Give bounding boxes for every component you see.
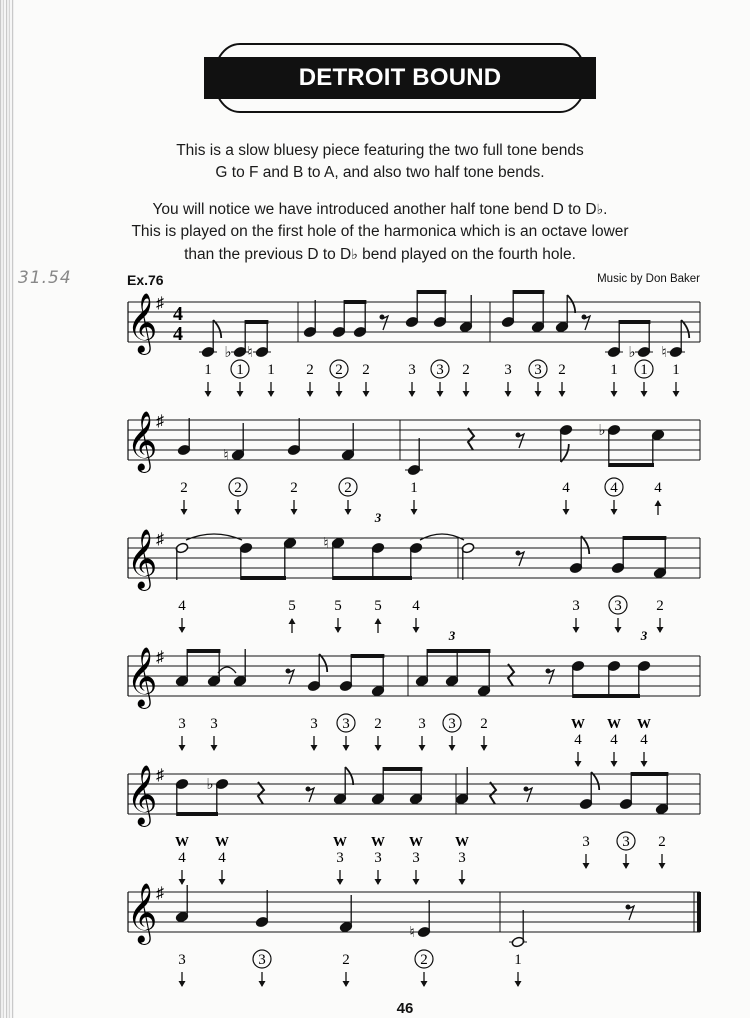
intro-text: than the previous D to D: [184, 246, 352, 263]
hole-number: 1: [610, 362, 618, 378]
hole-number: 1: [514, 952, 522, 968]
natural-accidental-icon: ♮: [323, 536, 329, 552]
draw-arrow-icon: [615, 627, 622, 633]
treble-clef-icon: 𝄞: [126, 413, 158, 470]
treble-clef-icon: 𝄞: [126, 767, 158, 824]
draw-arrow-icon: [343, 745, 350, 751]
draw-arrow-icon: [575, 761, 582, 767]
intro-line: This is a slow bluesy piece featuring the two full tone bends: [176, 142, 584, 159]
staff-system-6: [127, 883, 701, 987]
hole-number: 3: [210, 716, 218, 732]
key-signature-sharp: ♯: [156, 531, 164, 548]
draw-arrow-icon: [419, 745, 426, 751]
eighth-rest-icon: [518, 434, 524, 448]
natural-accidental-icon: ♮: [409, 925, 415, 941]
hole-number: 3: [412, 850, 420, 866]
wood-mark: W: [175, 835, 189, 850]
hole-number: 4: [412, 598, 420, 614]
draw-arrow-icon: [573, 627, 580, 633]
hole-number: 3: [178, 716, 186, 732]
draw-arrow-icon: [611, 509, 618, 515]
draw-arrow-icon: [535, 391, 542, 397]
hole-number: 4: [178, 850, 186, 866]
hole-number: 2: [462, 362, 470, 378]
draw-arrow-icon: [375, 745, 382, 751]
hole-number: 3: [374, 850, 382, 866]
page-title-text: DETROIT BOUND: [298, 64, 502, 91]
draw-arrow-icon: [219, 879, 226, 885]
draw-arrow-icon: [437, 391, 444, 397]
blow-arrow-icon: [655, 500, 662, 506]
draw-arrow-icon: [179, 745, 186, 751]
draw-arrow-icon: [583, 863, 590, 869]
note-flag: [319, 654, 327, 672]
blow-arrow-icon: [375, 618, 382, 624]
draw-arrow-icon: [559, 391, 566, 397]
hole-number: 2: [362, 362, 370, 378]
wood-mark: W: [215, 835, 229, 850]
note-beam: [351, 654, 384, 658]
triplet-mark: 3: [448, 628, 456, 643]
quarter-rest-icon: [258, 782, 264, 804]
note-beam: [623, 536, 666, 540]
draw-arrow-icon: [211, 745, 218, 751]
hole-number: 4: [640, 732, 648, 748]
intro-line: This is played on the first hole of the harmonica which is an octave lower: [131, 223, 629, 240]
hole-number: 4: [562, 480, 570, 496]
note-flag: [345, 767, 353, 785]
note-beam: [427, 649, 490, 653]
draw-arrow-icon: [179, 879, 186, 885]
hole-number: 2: [374, 716, 382, 732]
hole-number: 3: [458, 850, 466, 866]
hole-number: 4: [654, 480, 662, 496]
hole-number: 3: [258, 952, 266, 968]
draw-arrow-icon: [611, 761, 618, 767]
music-credit: Music by Don Baker: [597, 273, 700, 285]
draw-arrow-icon: [205, 391, 212, 397]
draw-arrow-icon: [343, 981, 350, 987]
quarter-rest-icon: [490, 782, 496, 804]
hole-number: 2: [290, 480, 298, 496]
eighth-rest-icon: [584, 316, 590, 330]
wood-mark: W: [455, 835, 469, 850]
tie-curve: [218, 667, 236, 673]
draw-arrow-icon: [413, 627, 420, 633]
natural-accidental-icon: ♮: [661, 345, 667, 361]
draw-arrow-icon: [268, 391, 275, 397]
draw-arrow-icon: [259, 981, 266, 987]
hole-number: 3: [504, 362, 512, 378]
natural-accidental-icon: ♮: [247, 345, 253, 361]
wood-mark: W: [333, 835, 347, 850]
hole-number: 2: [306, 362, 314, 378]
draw-arrow-icon: [657, 627, 664, 633]
draw-arrow-icon: [235, 509, 242, 515]
note-flag: [567, 295, 575, 313]
flat-symbol: ♭: [596, 201, 604, 217]
triplet-mark: 3: [374, 510, 382, 525]
hole-number: 1: [640, 362, 648, 378]
hole-number: 3: [310, 716, 318, 732]
note-beam: [513, 290, 544, 294]
flat-accidental-icon: ♭: [598, 423, 606, 439]
treble-clef-icon: 𝄞: [126, 649, 158, 706]
eighth-rest-icon: [526, 788, 532, 802]
staff-system-2: [127, 411, 700, 515]
staff-system-3: [127, 510, 700, 633]
quarter-rest-icon: [508, 664, 514, 686]
hole-number: 4: [610, 732, 618, 748]
draw-arrow-icon: [411, 509, 418, 515]
hole-number: 3: [342, 716, 350, 732]
eighth-rest-icon: [548, 670, 554, 684]
hole-number: 2: [342, 952, 350, 968]
intro-text: bend played on the fourth hole.: [357, 246, 576, 263]
wood-mark: W: [637, 717, 651, 732]
triplet-mark: 3: [640, 628, 648, 643]
draw-arrow-icon: [611, 391, 618, 397]
hole-number: 3: [448, 716, 456, 732]
draw-arrow-icon: [515, 981, 522, 987]
hole-number: 2: [480, 716, 488, 732]
draw-arrow-icon: [481, 745, 488, 751]
draw-arrow-icon: [363, 391, 370, 397]
wood-mark: W: [571, 717, 585, 732]
note-beam: [631, 772, 668, 776]
example-label: Ex.76: [127, 272, 164, 288]
staff-system-1: [127, 290, 700, 397]
draw-arrow-icon: [337, 879, 344, 885]
final-barline-thick: [697, 892, 701, 932]
draw-arrow-icon: [311, 745, 318, 751]
eighth-rest-icon: [628, 906, 634, 920]
draw-arrow-icon: [335, 627, 342, 633]
flat-accidental-icon: ♭: [206, 777, 214, 793]
hole-number: 2: [558, 362, 566, 378]
hole-number: 3: [408, 362, 416, 378]
note-flag: [561, 444, 569, 462]
flat-accidental-icon: ♭: [224, 345, 232, 361]
wood-mark: W: [371, 835, 385, 850]
eighth-rest-icon: [308, 788, 314, 802]
hole-number: 2: [335, 362, 343, 378]
note-beam: [619, 320, 650, 324]
hole-number: 1: [267, 362, 275, 378]
note-beam: [417, 290, 446, 294]
tie-curve: [186, 534, 242, 540]
hole-number: 2: [180, 480, 188, 496]
staff-system-5: [127, 765, 700, 885]
draw-arrow-icon: [641, 391, 648, 397]
hole-number: 4: [610, 480, 618, 496]
draw-arrow-icon: [375, 879, 382, 885]
key-signature-sharp: ♯: [156, 767, 164, 784]
hole-number: 3: [582, 834, 590, 850]
hole-number: 2: [344, 480, 352, 496]
hole-number: 2: [234, 480, 242, 496]
note-beam: [344, 300, 366, 304]
hole-number: 5: [374, 598, 382, 614]
draw-arrow-icon: [659, 863, 666, 869]
note-beam: [245, 320, 268, 324]
hole-number: 3: [418, 716, 426, 732]
hole-number: 4: [178, 598, 186, 614]
draw-arrow-icon: [291, 509, 298, 515]
hole-number: 3: [622, 834, 630, 850]
note-beam: [177, 812, 218, 816]
draw-arrow-icon: [237, 391, 244, 397]
key-signature-sharp: ♯: [156, 295, 164, 312]
natural-accidental-icon: ♮: [223, 448, 229, 464]
tie-curve: [420, 534, 464, 540]
note-beam: [383, 767, 422, 771]
key-signature-sharp: ♯: [156, 885, 164, 902]
draw-arrow-icon: [563, 509, 570, 515]
hole-number: 4: [218, 850, 226, 866]
flat-accidental-icon: ♭: [628, 345, 636, 361]
blow-arrow-icon: [289, 618, 296, 624]
hole-number: 1: [410, 480, 418, 496]
note-flag: [591, 772, 599, 790]
hole-number: 3: [572, 598, 580, 614]
wood-mark: W: [607, 717, 621, 732]
draw-arrow-icon: [463, 391, 470, 397]
time-signature-top: 4: [173, 303, 183, 325]
intro-text: .: [603, 201, 608, 218]
draw-arrow-icon: [459, 879, 466, 885]
draw-arrow-icon: [413, 879, 420, 885]
hole-number: 2: [656, 598, 664, 614]
page-number: 46: [396, 1000, 414, 1017]
draw-arrow-icon: [345, 509, 352, 515]
hole-number: 3: [178, 952, 186, 968]
intro-line: G to F and B to A, and also two half tone bends.: [215, 164, 545, 181]
note-beam: [187, 649, 220, 653]
note-beam: [573, 694, 640, 698]
draw-arrow-icon: [307, 391, 314, 397]
eighth-rest-icon: [518, 552, 524, 566]
key-signature-sharp: ♯: [156, 649, 164, 666]
draw-arrow-icon: [623, 863, 630, 869]
hole-number: 3: [336, 850, 344, 866]
note-beam: [241, 576, 286, 580]
treble-clef-icon: 𝄞: [126, 531, 158, 588]
hole-number: 2: [658, 834, 666, 850]
draw-arrow-icon: [409, 391, 416, 397]
draw-arrow-icon: [179, 627, 186, 633]
note-flag: [681, 320, 689, 338]
draw-arrow-icon: [421, 981, 428, 987]
hole-number: 1: [672, 362, 680, 378]
draw-arrow-icon: [505, 391, 512, 397]
hole-number: 3: [534, 362, 542, 378]
note-beam: [609, 463, 654, 467]
hole-number: 5: [334, 598, 342, 614]
time-signature-bottom: 4: [173, 323, 183, 345]
flat-symbol: ♭: [351, 246, 358, 262]
hole-number: 1: [236, 362, 244, 378]
treble-clef-icon: 𝄞: [126, 885, 158, 942]
eighth-rest-icon: [288, 670, 294, 684]
staff-system-4: [127, 628, 700, 767]
hole-number: 2: [420, 952, 428, 968]
hole-number: 3: [436, 362, 444, 378]
draw-arrow-icon: [449, 745, 456, 751]
hole-number: 3: [614, 598, 622, 614]
draw-arrow-icon: [181, 509, 188, 515]
eighth-rest-icon: [382, 316, 388, 330]
note-flag: [213, 320, 221, 338]
wood-mark: W: [409, 835, 423, 850]
handwritten-note: 31.54: [18, 268, 72, 288]
quarter-rest-icon: [468, 428, 474, 450]
draw-arrow-icon: [336, 391, 343, 397]
draw-arrow-icon: [641, 761, 648, 767]
note-flag: [581, 536, 589, 554]
draw-arrow-icon: [179, 981, 186, 987]
intro-text: You will notice we have introduced another half tone bend D to D: [152, 201, 597, 218]
hole-number: 5: [288, 598, 296, 614]
hole-number: 4: [574, 732, 582, 748]
treble-clef-icon: 𝄞: [126, 295, 158, 352]
draw-arrow-icon: [673, 391, 680, 397]
hole-number: 1: [204, 362, 212, 378]
key-signature-sharp: ♯: [156, 413, 164, 430]
